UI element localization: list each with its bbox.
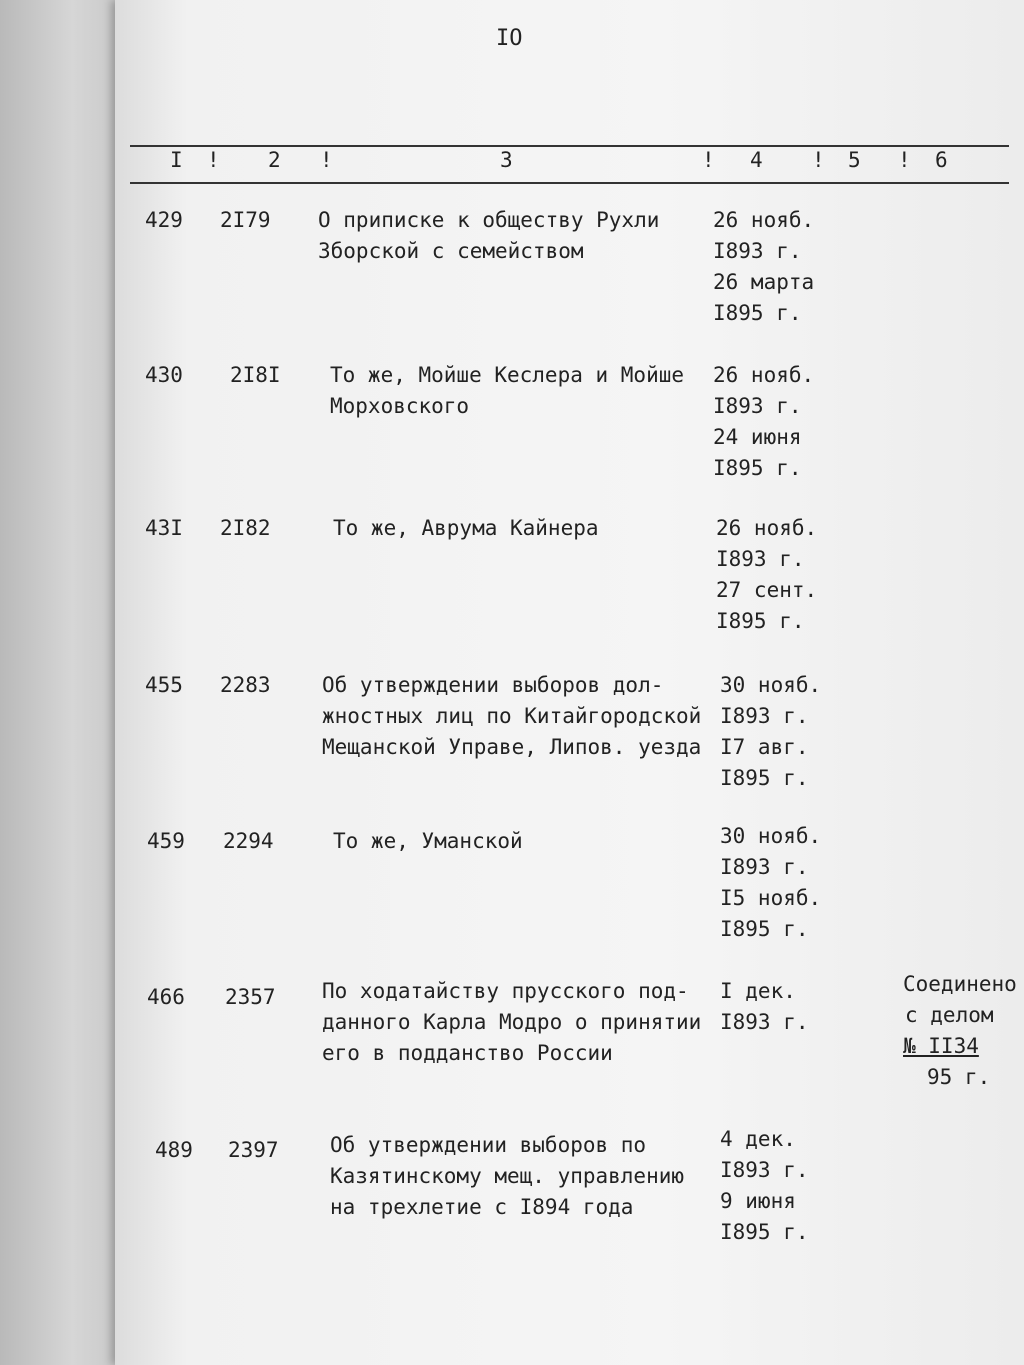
row-note: Соединено с делом № II34 95 г. [903,972,1017,1089]
row-dates: 26 нояб. I893 г. 26 марта I895 г. [713,208,815,325]
row-dates: 26 нояб. I893 г. 24 июня I895 г. [713,363,815,480]
row-id: 2I8I [230,363,281,387]
row-title: То же, Аврума Кайнера [333,516,599,540]
row-number: 489 [155,1138,193,1162]
row-title: То же, Уманской [333,829,523,853]
header-col-2: 2 [268,148,281,172]
row-id: 2397 [228,1138,279,1162]
row-number: 455 [145,673,183,697]
table-header-rule [130,182,1009,184]
row-number: 466 [147,985,185,1009]
row-id: 2283 [220,673,271,697]
row-title: Об утверждении выборов дол- жностных лиц по Китайгородской Мещанской Управе, Липов. уезда [322,673,702,759]
header-col-1: I [170,148,183,172]
row-dates: 26 нояб. I893 г. 27 сент. I895 г. [716,516,818,633]
table-top-rule [130,145,1009,147]
row-title: О приписке к обществу Рухли Зборской с семейством [318,208,660,263]
header-sep-1: ! [207,148,220,172]
header-col-6: 6 [935,148,948,172]
row-dates: 4 дек. I893 г. 9 июня I895 г. [720,1127,809,1244]
row-dates: 30 нояб. I893 г. I5 нояб. I895 г. [720,824,822,941]
header-sep-3: ! [702,148,715,172]
adjacent-page-edge [0,0,120,1365]
row-dates: I дек. I893 г. [720,979,809,1034]
row-title: По ходатайству прусского под- данного Карла Модро о принятии его в подданство России [322,979,702,1065]
row-dates: 30 нояб. I893 г. I7 авг. I895 г. [720,673,822,790]
row-id: 2357 [225,985,276,1009]
row-number: 429 [145,208,183,232]
header-sep-5: ! [898,148,911,172]
header-col-3: 3 [500,148,513,172]
row-id: 2I82 [220,516,271,540]
row-number: 430 [145,363,183,387]
row-id: 2I79 [220,208,271,232]
header-sep-2: ! [320,148,333,172]
row-number: 459 [147,829,185,853]
row-number: 43I [145,516,183,540]
header-col-4: 4 [750,148,763,172]
row-id: 2294 [223,829,274,853]
row-title: Об утверждении выборов по Казятинскому мещ. управлению на трехлетие с I894 года [330,1133,685,1219]
page-number: IO [496,26,523,51]
header-col-5: 5 [848,148,861,172]
header-sep-4: ! [812,148,825,172]
row-title: То же, Мойше Кеслера и Мойше Морховского [330,363,685,418]
